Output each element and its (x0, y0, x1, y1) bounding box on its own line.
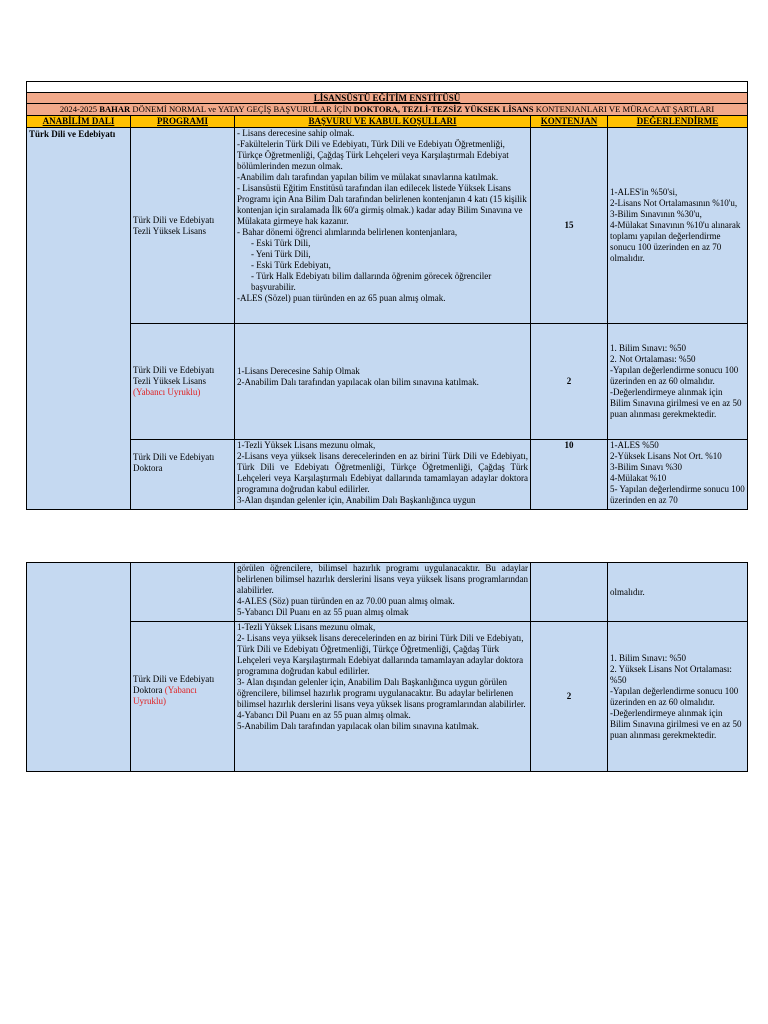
conditions-cell: - Lisans derecesine sahip olmak. -Fakültelerin Türk Dili ve Edebiyatı, Türk Dili ve Edebiyatı Öğretmenliği, Türkçe Öğretmenliği, Çağdaş Türk Lehçeleri veya Karşılaştırmalı Edebiyat bölümlerinden mezun olmak. -Anabilim dalı tarafından yapılan bilim ve mülakat sınavlarına katılmak. - Lisansüstü Eğitim Enstitüsü tarafından ilan edilecek listede Yüksek Lisans Programı için Ana Bilim Dalı tarafından belirlenen kontenjanın 4 katı (15 kişilik kontenjan için sıralamada İlk 60'a girmiş olmak.) kadar aday Bilim Sınavına ve Mülakata girmeye hak kazanır. - Bahar dönemi öğrenci alımlarında belirlenen kontenjanlara, - Eski Türk Dili, - Yeni Türk Dili, - Eski Türk Edebiyatı, - Türk Halk Edebiyatı bilim dallarında öğrenim görecek öğrenciler başvurabilir. -ALES (Sözel) puan türünden en az 65 puan almış olmak. (235, 128, 531, 324)
program-cell-continued (131, 563, 235, 622)
column-header-evaluation: DEĞERLENDİRME (608, 116, 748, 128)
quota-cell: 10 (531, 440, 608, 510)
admissions-table-page2 (26, 562, 748, 772)
evaluation-cell: 1. Bilim Sınavı: %50 2. Not Ortalaması: %50 -Yapılan değerlendirme sonucu 100 üzerinden en az 60 olmalıdır. -Değerlendirmeye alınmak için Bilim Sınavına girilmesi ve en az 50 puan alınması gerekmektedir. (608, 324, 748, 440)
conditions-cell-continued: görülen öğrencilere, bilimsel hazırlık programı uygulanacaktır. Bu adaylar belirlenen bilimsel hazırlık derslerini lisans veya yüksek lisans programlarından alabilirler. 4-ALES (Söz) puan türünden en az 70.00 puan almış olmak. 5-Yabancı Dil Puanı en az 55 puan almış olmak (235, 563, 531, 622)
conditions-cell: 1-Lisans Derecesine Sahip Olmak 2-Anabilim Dalı tarafından yapılacak olan bilim sınavına katılmak. (235, 324, 531, 440)
quota-cell: 2 (531, 324, 608, 440)
quota-cell: 15 (531, 128, 608, 324)
department-cell: Türk Dili ve Edebiyatı (27, 128, 131, 510)
admissions-table-page1 (26, 81, 748, 510)
conditions-cell: 1-Tezli Yüksek Lisans mezunu olmak, 2-Lisans veya yüksek lisans derecelerinden en az birini Türk Dili ve Edebiyatı, Türk Dili ve Edebiyatı Öğretmenliği, Türkçe Öğretmenliği, Çağdaş Türk Lehçeleri veya Karşılaştırmalı Edebiyat dallarında tamamlayan adaylar doktora programına doğrudan kabul edilirler. 3-Alan dışından gelenler için, Anabilim Dalı Başkanlığınca uygun (235, 440, 531, 510)
column-header-quota: KONTENJAN (531, 116, 608, 128)
quota-cell: 2 (531, 622, 608, 772)
header-subtitle: 2024-2025 BAHAR DÖNEMİ NORMAL ve YATAY GEÇİŞ BAŞVURULAR İÇİN DOKTORA, TEZLİ-TEZSİZ YÜKSEK LİSANS KONTENJANLARI VE MÜRACAAT ŞARTLARI (27, 104, 748, 116)
evaluation-cell: 1. Bilim Sınavı: %50 2. Yüksek Lisans Not Ortalaması: %50 -Yapılan değerlendirme sonucu 100 üzerinden en az 60 olmalıdır. -Değerlendirmeye alınmak için Bilim Sınavına girilmesi ve en az 50 puan alınması gerekmektedir. (608, 622, 748, 772)
column-header-program: PROGRAMI (131, 116, 235, 128)
conditions-cell: 1-Tezli Yüksek Lisans mezunu olmak, 2- Lisans veya yüksek lisans derecelerinden en az birini Türk Dili ve Edebiyatı, Türk Dili ve Edebiyatı Öğretmenliği, Türkçe Öğretmenliği, Çağdaş Türk Lehçeleri veya Karşılaştırmalı Edebiyat dallarında tamamlayan adaylar doktora programına doğrudan kabul edilirler. 3- Alan dışından gelenler için, Anabilim Dalı Başkanlığınca uygun görülen öğrencilere, bilimsel hazırlık programı uygulanacaktır. Bu adaylar belirlenen bilimsel hazırlık derslerini lisans veya yüksek lisans programlarından alabilirler. 4-Yabancı Dil Puanı en az 55 puan almış olmak. 5-Anabilim Dalı tarafından yapılacak olan bilim sınavına katılmak. (235, 622, 531, 772)
quota-cell-continued (531, 563, 608, 622)
evaluation-cell: 1-ALES'in %50'si, 2-Lisans Not Ortalamasının %10'u, 3-Bilim Sınavının %30'u, 4-Mülakat Sınavının %10'u alınarak toplamı yapılan değerlendirme sonucu 100 üzerinden en az 70 olmalıdır. (608, 128, 748, 324)
blank-top-row (27, 82, 748, 93)
foreign-nationals-note: (Yabancı Uyruklu) (133, 685, 197, 706)
table-row (27, 622, 748, 772)
foreign-nationals-note: (Yabancı Uyruklu) (133, 387, 201, 397)
program-cell: Türk Dili ve Edebiyatı Doktora (Yabancı Uyruklu) (131, 622, 235, 772)
table-row (27, 128, 748, 324)
evaluation-cell: 1-ALES %50 2-Yüksek Lisans Not Ort. %10 3-Bilim Sınavı %30 4-Mülakat %10 5- Yapılan değerlendirme sonucu 100 üzerinden en az 70 (608, 440, 748, 510)
department-cell-continued (27, 563, 131, 772)
program-cell: Türk Dili ve Edebiyatı Doktora (131, 440, 235, 510)
table-row (27, 563, 748, 622)
evaluation-cell-continued: olmalıdır. (608, 563, 748, 622)
column-header-department: ANABİLİM DALI (27, 116, 131, 128)
column-header-conditions: BAŞVURU VE KABUL KOŞULLARI (235, 116, 531, 128)
program-cell: Türk Dili ve Edebiyatı Tezli Yüksek Lisans (Yabancı Uyruklu) (131, 324, 235, 440)
table-row (27, 324, 748, 440)
institute-title: LİSANSÜSTÜ EĞİTİM ENSTİTÜSÜ (27, 93, 748, 104)
program-cell: Türk Dili ve Edebiyatı Tezli Yüksek Lisans (131, 128, 235, 324)
table-row (27, 440, 748, 510)
